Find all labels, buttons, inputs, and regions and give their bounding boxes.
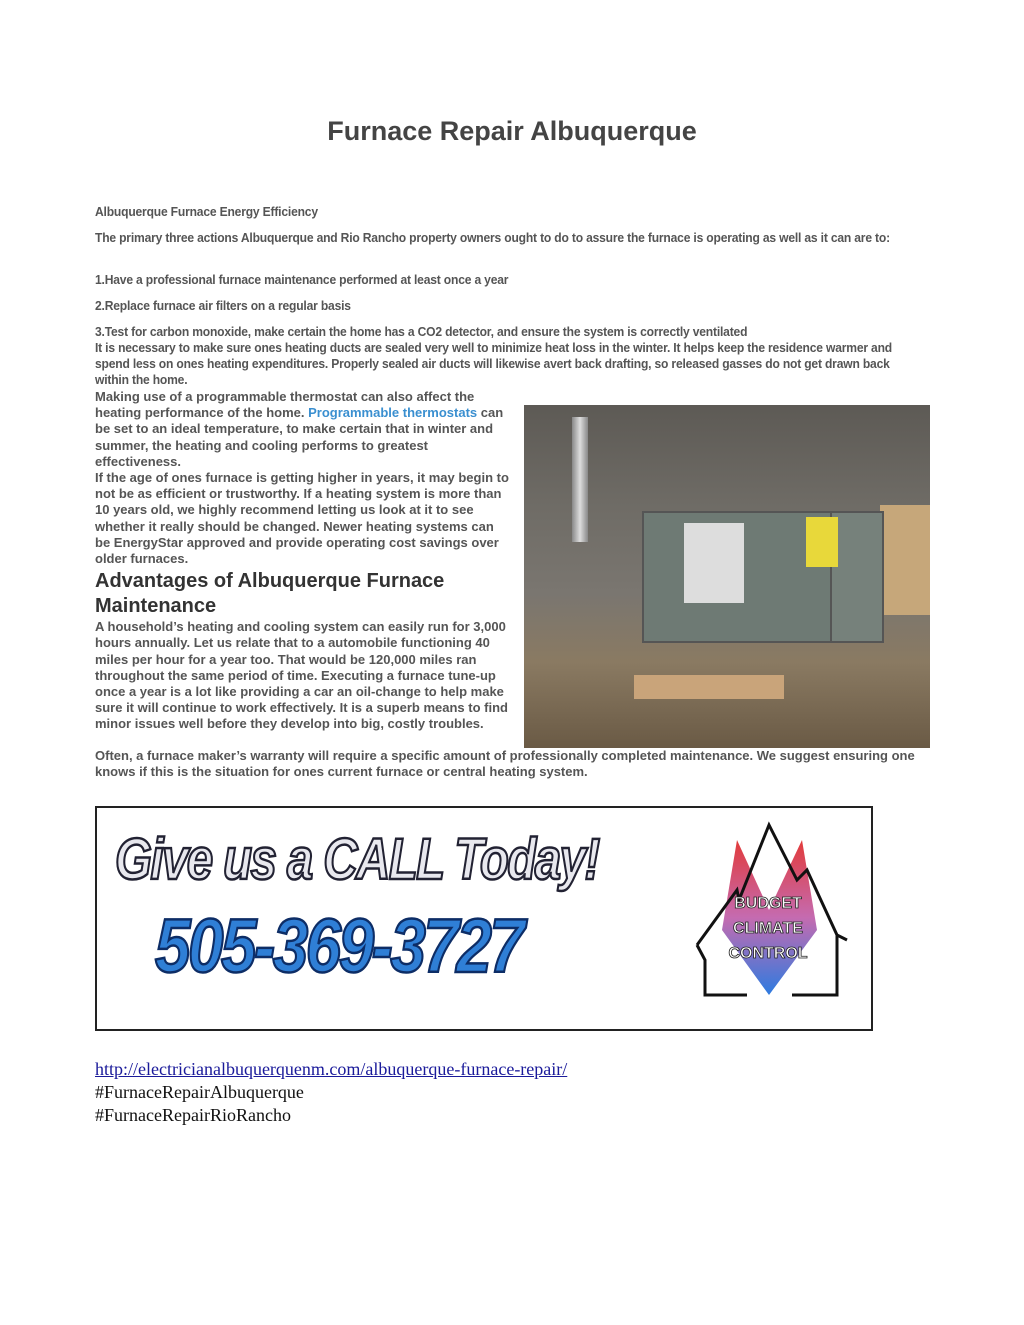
photo-spacer [929, 389, 930, 405]
step-2: 2.Replace furnace air filters on a regular basis [95, 298, 351, 313]
logo-text-climate: CLIMATE [733, 920, 803, 937]
thermostat-text-cont: can be set to an ideal temperature, to make certain that in winter and summer, the heating and cooling performs to greatest effectiveness. [95, 405, 504, 469]
furnace-label [684, 523, 744, 603]
age-paragraph: If the age of ones furnace is getting higher in years, it may begin to not be as efficient or trustworthy. If a heating system is more than 10 years old, we highly recommend letting us look at it to see whether it really should be changed. Newer heating systems can be EnergyStar approved and provide operating cost savings over older furnaces. [95, 470, 509, 567]
energy-guide-sticker [806, 517, 838, 567]
logo-text-budget: BUDGET [734, 895, 802, 912]
vent-pipe [572, 417, 588, 542]
furnace-side [830, 511, 884, 643]
thermostat-text: Making use of a programmable thermostat can also affect the heating performance of the home. [95, 389, 475, 421]
intro-paragraph: The primary three actions Albuquerque and Rio Rancho property owners ought to do to assure the furnace is operating as well as it can are to: [95, 230, 890, 245]
subtitle: Albuquerque Furnace Energy Efficiency [95, 204, 318, 219]
hashtag-rio-rancho: #FurnaceRepairRioRancho [95, 1105, 291, 1125]
step-1: 1.Have a professional furnace maintenance performed at least once a year [95, 272, 509, 287]
call-banner [95, 806, 873, 1031]
ducts-paragraph: It is necessary to make sure ones heating ducts are sealed very well to minimize heat loss in the winter. It helps keep the residence warmer and spend less on ones heating expenditures. Properly sealed air ducts will likewise avert back drafting, so released gasses do not get drawn back within the home. [95, 340, 892, 387]
programmable-thermostats-link[interactable]: Programmable thermostats [308, 405, 478, 421]
article-body [95, 389, 930, 781]
warranty-paragraph: Often, a furnace maker’s warranty will require a specific amount of professionally completed maintenance. We suggest ensuring one knows if this is the situation for ones current furnace or central heating system. [95, 748, 915, 780]
banner-call-text: Give us a CALL Today! [115, 827, 599, 892]
step-3: 3.Test for carbon monoxide, make certain the home has a CO2 detector, and ensure the system is correctly ventilated [95, 324, 748, 339]
wood-base [634, 675, 784, 699]
insulation [880, 505, 930, 615]
advantages-paragraph: A household’s heating and cooling system can easily run for 3,000 hours annually. Let us relate that to a automobile functioning 40 miles per hour for a year too. That would be 120,000 miles ran throughout the same period of time. Executing a furnace tune-up once a year is a lot like providing a car an oil-change to help make sure it will continue to work effectively. It is a superb means to find minor issues well before they develop into big, costly troubles. [95, 619, 508, 732]
hashtag-albuquerque: #FurnaceRepairAlbuquerque [95, 1082, 304, 1102]
budget-climate-control-logo [687, 820, 852, 1000]
logo-text-control: CONTROL [728, 945, 808, 962]
furnace-photo [524, 405, 930, 748]
page-title: Furnace Repair Albuquerque [327, 116, 697, 146]
banner-phone: 505-369-3727 [155, 904, 523, 989]
source-link[interactable]: http://electricianalbuquerquenm.com/albuquerque-furnace-repair/ [95, 1059, 568, 1079]
advantages-heading: Advantages of Albuquerque Furnace Maintenance [95, 570, 445, 618]
